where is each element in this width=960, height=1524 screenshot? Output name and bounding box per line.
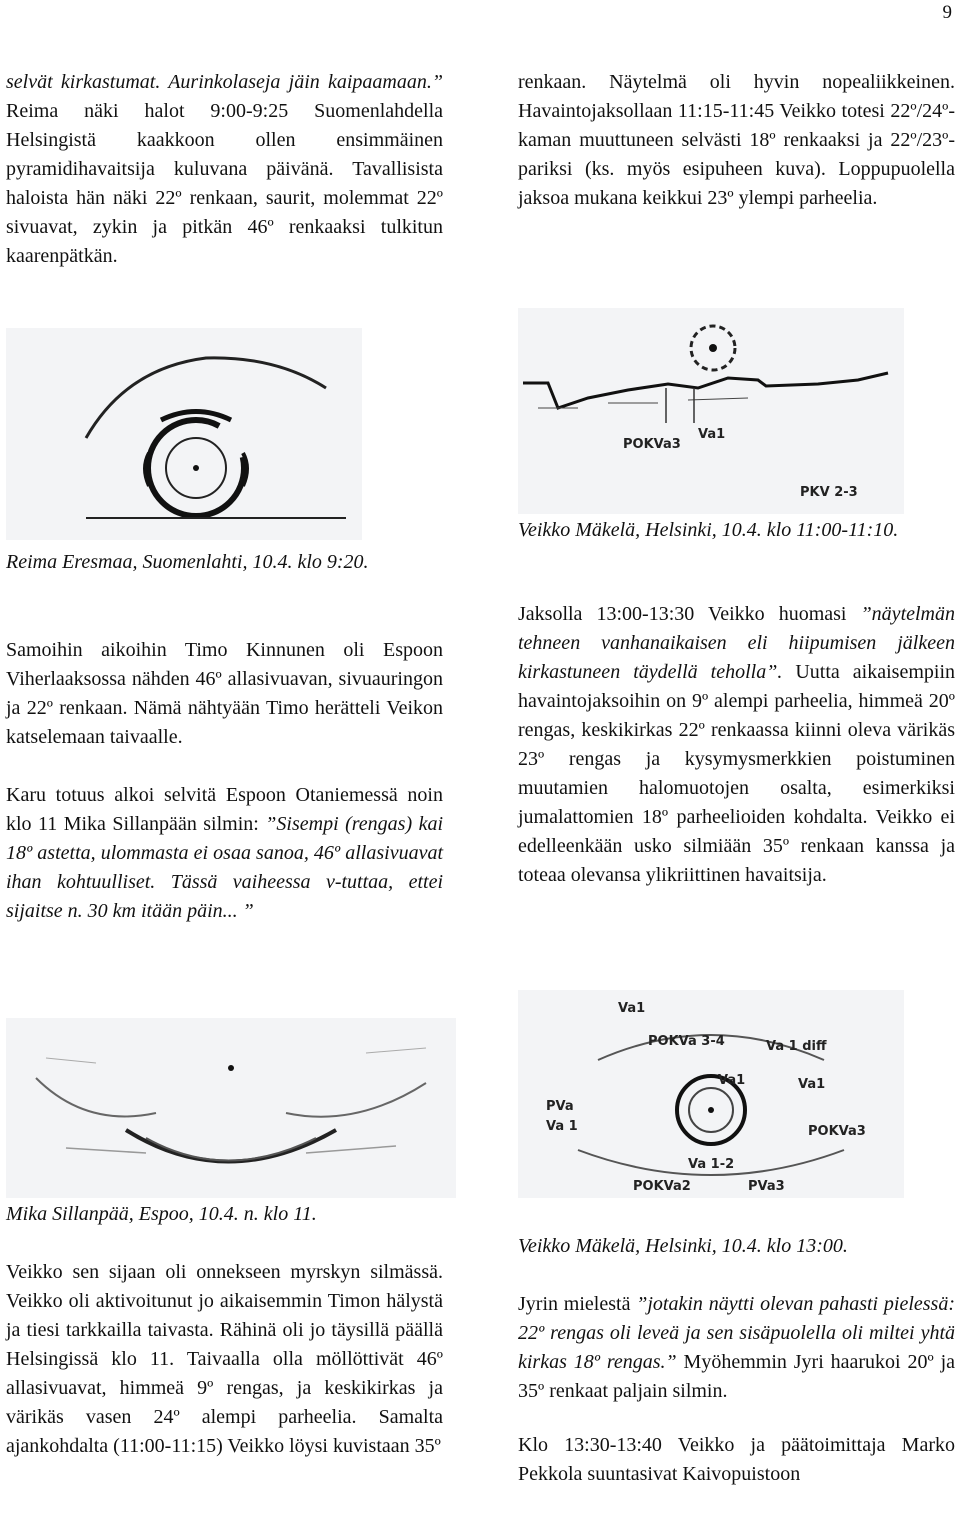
sketch-label: PVa3	[748, 1179, 785, 1194]
sketch-label: Va1	[618, 1001, 646, 1016]
sketch-reima-halo	[6, 328, 362, 540]
halo-drawing	[6, 328, 362, 540]
sketch-label: Va 1 diff	[766, 1039, 827, 1054]
left-column-bottom	[6, 1258, 443, 1461]
sketch-label: POKVa2	[633, 1179, 691, 1194]
right-column-mid	[518, 600, 955, 890]
sketch-veikko-skyline	[518, 308, 904, 514]
paragraph	[6, 68, 443, 271]
caption-veikko-1100	[518, 516, 955, 545]
italic-quote: ”Sisempi (rengas) kai 18º astetta, ulommasta ei osaa sanoa, 46º allasivuavat ihan kohtuulliset. Tässä vaiheessa v-tuttaa, ettei sijaitse n. 30 km itään päin... ”	[6, 813, 443, 922]
sketch-label: Va1	[718, 1073, 746, 1088]
sketch-label: POKVa 3-4	[648, 1034, 725, 1049]
sketch-label: PVa	[546, 1099, 574, 1114]
paragraph: Veikko sen sijaan oli onnekseen myrskyn silmässä. Veikko oli aktivoitunut jo aikaisemmin Timon hälystä ja tiesi tarkkailla taivasta. Rähinä oli jo täysillä päällä Helsingissä klo 11. Taivaalla olla möllöttivät 46º allasivuavat, himmeä 9º rengas, ja keskikirkas ja värikäs vasen 24º alempi parheelia. Samalta ajankohdalta (11:00-11:15) Veikko löysi kuvistaan 35º	[6, 1261, 443, 1457]
paragraph-text: Jaksolla 13:00-13:30 Veikko huomasi	[518, 603, 861, 625]
paragraph-text: Uutta aikaisempiin havaintojaksoihin on 9º alempi parheelia, himmeä 20º rengas, keskikirkas 22º renkaassa kiinni oleva värikäs 23º rengas ja kysymysmerkkien poistuminen muutamien halomuotojen osalta, esimerkiksi jumalattomien 18º parheelioiden kohdalta. Veikko ei edelleenkään usko silmiään 35º renkaan kanssa ja toteaa olevansa ylikriittinen havaitsija.	[518, 661, 955, 886]
left-column-mid	[6, 636, 443, 926]
halo-drawing	[518, 990, 904, 1198]
caption-text: Reima Eresmaa, Suomenlahti, 10.4. klo 9:20.	[6, 551, 369, 573]
sketch-label: PKV 2-3	[800, 485, 858, 500]
paragraph: renkaan. Näytelmä oli hyvin nopealiikkeinen. Havaintojaksollaan 11:15-11:45 Veikko totesi 22º/24º-kaman muuttuneen selvästi 18º renkaaksi ja 22º/23º-pariksi (ks. myös esipuheen kuva). Loppupuolella jaksoa mukana keikkui 23º ylempi parheelia.	[518, 71, 955, 209]
sketch-mika-halo	[6, 1018, 456, 1198]
sketch-label: POKVa3	[623, 437, 681, 452]
page-number: 9	[942, 2, 952, 23]
caption-reima	[6, 548, 443, 577]
sketch-veikko-1300	[518, 990, 904, 1198]
caption-text: Mika Sillanpää, Espoo, 10.4. n. klo 11.	[6, 1203, 317, 1225]
sketch-label: Va 1	[546, 1119, 578, 1134]
left-column-top	[6, 68, 443, 271]
halo-drawing	[6, 1018, 456, 1198]
caption-veikko-1300	[518, 1232, 955, 1261]
paragraph-text: Jyrin mielestä	[518, 1293, 637, 1315]
paragraph-text: Karu totuus alkoi selvitä Espoon Otaniemessä noin klo 11 Mika Sillanpään silmin:	[6, 784, 443, 835]
skyline-drawing	[518, 308, 904, 514]
paragraph	[518, 1290, 955, 1406]
right-column-bottom	[518, 1290, 955, 1489]
italic-quote: selvät kirkastumat. Aurinkolaseja jäin kaipaamaan.”	[6, 71, 443, 93]
paragraph: Samoihin aikoihin Timo Kinnunen oli Espoon Viherlaaksossa nähden 46º allasivuavan, sivuauringon ja 22º renkaan. Nämä nähtyään Timo herätteli Veikon katselemaan taivaalle.	[6, 639, 443, 748]
sketch-label: POKVa3	[808, 1124, 866, 1139]
paragraph	[6, 781, 443, 926]
caption-text: Veikko Mäkelä, Helsinki, 10.4. klo 13:00.	[518, 1235, 848, 1257]
paragraph: Klo 13:30-13:40 Veikko ja päätoimittaja Marko Pekkola suuntasivat Kaivopuistoon	[518, 1434, 955, 1485]
sketch-label: Va1	[798, 1077, 826, 1092]
right-column-top	[518, 68, 955, 213]
sketch-label: Va 1-2	[688, 1157, 735, 1172]
italic-quote: ”jotakin näytti olevan pahasti pielessä: 22º rengas oli leveä ja sen sisäpuolella oli miltei yhtä kirkas 18º rengas.”	[518, 1293, 955, 1373]
paragraph-text: Myöhemmin Jyri haarukoi 20º ja 35º renkaat paljain silmin.	[518, 1351, 956, 1402]
italic-quote: ”näytelmän tehneen vanhanaikaisen eli hiipumisen jälkeen kirkastuneen täydellä teholla”.	[518, 603, 955, 683]
sketch-label: Va1	[698, 427, 726, 442]
paragraph-text: Reima näki halot 9:00-9:25 Suomenlahdella Helsingistä kaakkoon ollen ensimmäinen pyramidihavaitsija kuluvana päivänä. Tavallisista haloista hän näki 22º renkaan, saurit, molemmat 22º sivuavat, zykin ja pitkän 46º renkaaksi tulkitun kaarenpätkän.	[6, 100, 443, 267]
caption-text: Veikko Mäkelä, Helsinki, 10.4. klo 11:00-11:10.	[518, 519, 899, 541]
paragraph	[518, 600, 955, 890]
caption-mika	[6, 1200, 443, 1229]
